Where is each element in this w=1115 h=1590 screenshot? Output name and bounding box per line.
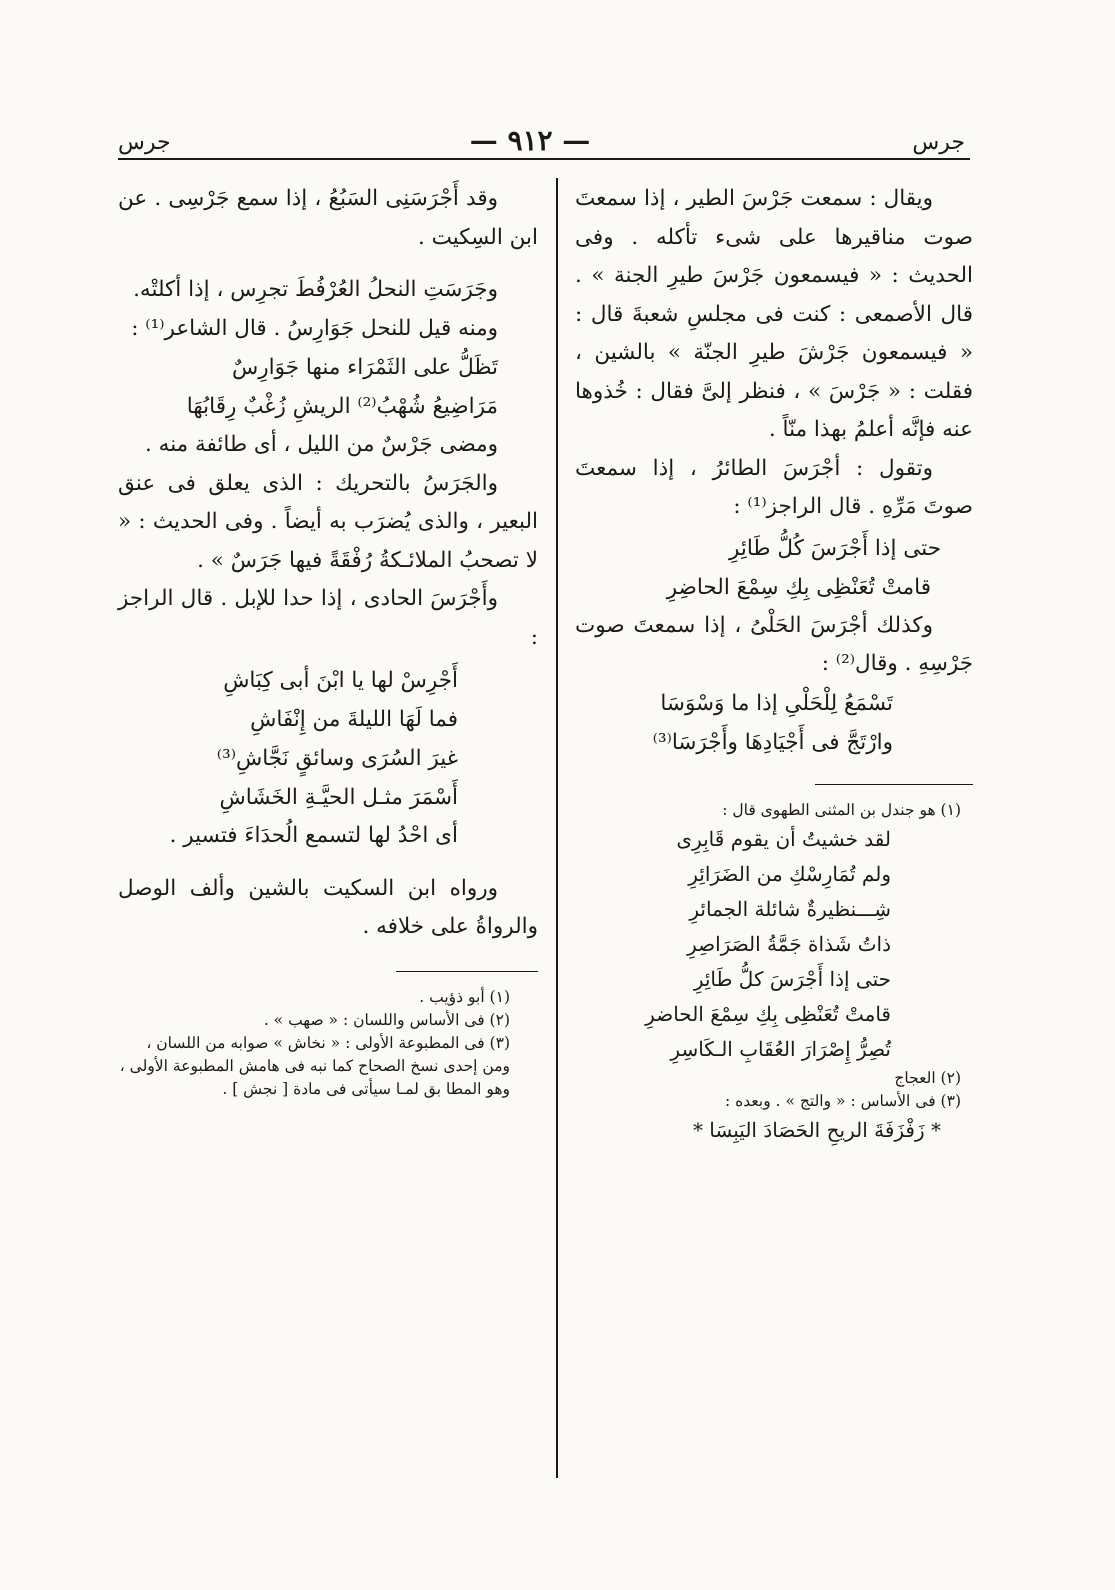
verse-line: فما لَهَا الليلةَ من إِنْفَاشِ	[250, 707, 458, 732]
paragraph: وتقول : أجْرَسَ الطائرُ ، إذا سمعتَ صوتَ مَرِّهِ . قال الراجز⁽¹⁾ :	[575, 455, 973, 519]
footnote-verse-line: ذاتُ شَذاة جَمَّةُ الصَرَاصِرِ	[687, 932, 891, 956]
page-number: — ٩١٢ —	[469, 124, 591, 157]
verse-line: تَظَلُّ على الثَمْرَاء منها جَوَارِسٌ	[232, 355, 498, 380]
footnote-2: (٢) فى الأساس واللسان : « صهب » .	[263, 1011, 510, 1029]
verse-block	[118, 661, 538, 817]
footnote-verse-line: ولم تُمَارِسْكِ من الضَرَائِرِ	[688, 862, 891, 886]
column-divider	[556, 178, 558, 1478]
footnote-verse-line: * زَفْزَفَةَ الريحِ الحَصَادَ اليَبِسَا *	[692, 1118, 941, 1142]
footnote-3: (٣) فى المطبوعة الأولى : « نخاش » صوابه من اللسان ، ومن إحدى نسخ الصحاح كما نبه فى هامش المطبوعة الأولى ، وهو المطا بق لمـا سيأتى فى مادة [ نجش ] .	[119, 1034, 510, 1098]
verse-block	[118, 348, 538, 426]
footnote-1: (١) هو جندل بن المثنى الطهوى قال :	[722, 801, 961, 819]
paragraph: وكذلك أجْرَسَ الحَلْىُ ، إذا سمعتَ صوت جَرْسِهِ . وقال⁽²⁾ :	[575, 612, 973, 676]
footnote-verse-line: حتى إذا أَجْرَسَ كلُّ طَائِرِ	[693, 967, 891, 991]
footnote-verse-line: تُصِرُّ إِصْرَارَ العُقَابِ الـكَاسِرِ	[670, 1037, 891, 1061]
header-entry-word-right: جرس	[912, 130, 965, 155]
left-column	[118, 180, 538, 1101]
verse-line: أَجْرِسْ لها يا ابْنَ أبى كِبَاشِ	[223, 668, 458, 693]
paragraph: ومضى جَرْسٌ من الليل ، أى طائفة منه .	[145, 432, 498, 457]
paragraph: ويقال : سمعت جَرْسَ الطير ، إذا سمعتَ صوت مناقيرها على شىء تأكله . وفى الحديث : « فيسمعون جَرْسَ طيرِ الجنة » . قال الأصمعى : كنت فى مجلسِ شعبةَ قال : « فيسمعون جَرْشَ طيرِ الجنّة » بالشين ، فقلت : « جَرْسَ » ، فنظر إلىَّ فقال : خُذوها عنه فإنَّه أعلمُ بهذا منّاً .	[575, 186, 973, 442]
verse-line: حتى إذا أَجْرَسَ كُلُّ طَائِرِ	[729, 535, 941, 561]
header-rule	[118, 158, 970, 160]
paragraph: وأَجْرَسَ الحادى ، إذا حدا للإبل . قال الراجز :	[118, 586, 538, 650]
footnotes	[575, 799, 973, 1148]
footnote-rule	[396, 971, 538, 973]
verse-line: تَسْمَعُ لِلْحَلْىِ إذا ما وَسْوَسَا	[660, 690, 893, 716]
footnote-verse-line: شِـــنظيرةٌ شائلة الجمائرِ	[689, 897, 891, 921]
paragraph: ورواه ابن السكيت بالشين وألف الوصل والرواةُ على خلافه .	[118, 875, 538, 939]
verse-line: وارْتَجَّ فى أَجْيَادِهَا وأَجْرَسَا⁽³⁾	[652, 729, 893, 755]
verse-line: غيرَ السُرَى وسائقٍ نَجَّاشِ⁽³⁾	[216, 746, 458, 771]
paragraph: وجَرَسَتِ النحلُ العُرْفُطَ تجرِس ، إذا أكلتْه.	[133, 277, 498, 302]
footnote-verse-line: قامتْ تُعَنْظِى بِكِ سِمْعَ الحاضرِ	[645, 1002, 891, 1026]
verse-block	[575, 684, 973, 762]
paragraph: أى احْدُ لها لتسمع الُحدَاءَ فتسير .	[169, 823, 458, 848]
header-entry-word-left: جرس	[118, 130, 171, 155]
footnote-2: (٢) العجاج	[894, 1069, 961, 1087]
verse-line: قامتْ تُعَنْظِى بِكِ سِمْعَ الحاضِرِ	[666, 574, 931, 600]
footnote-1: (١) أبو ذؤيب .	[419, 988, 510, 1006]
footnote-3: (٣) فى الأساس : « والتج » . وبعده :	[725, 1092, 961, 1110]
paragraph: ومنه قيل للنحل جَوَارِسُ . قال الشاعر⁽¹⁾ :	[131, 315, 498, 341]
footnotes	[118, 986, 538, 1101]
verse-block	[575, 529, 973, 607]
footnote-verse-block	[575, 822, 973, 1067]
footnote-rule	[815, 784, 973, 786]
paragraph: وقد أَجْرَسَنِى السَبُعُ ، إذا سمع جَرْسِى . عن ابن السِكيت .	[118, 186, 538, 250]
verse-line: مَرَاضِيعُ شُهْبُ⁽²⁾ الريشِ زُغْبٌ رِقَابُهَا	[186, 394, 498, 419]
right-column	[575, 180, 973, 1148]
verse-line: أَسْمَرَ مثـل الحيَّـةِ الخَشَاشِ	[219, 785, 458, 810]
footnote-verse-line: لقد خشيتُ أن يقوم قَابِرِى	[676, 827, 891, 851]
paragraph: والجَرَسُ بالتحريك : الذى يعلق فى عنق البعير ، والذى يُضرَب به أيضاً . وفى الحديث : « لا تصحبُ الملائـكةُ رُفْقَةً فيها جَرَسٌ » .	[118, 470, 538, 573]
